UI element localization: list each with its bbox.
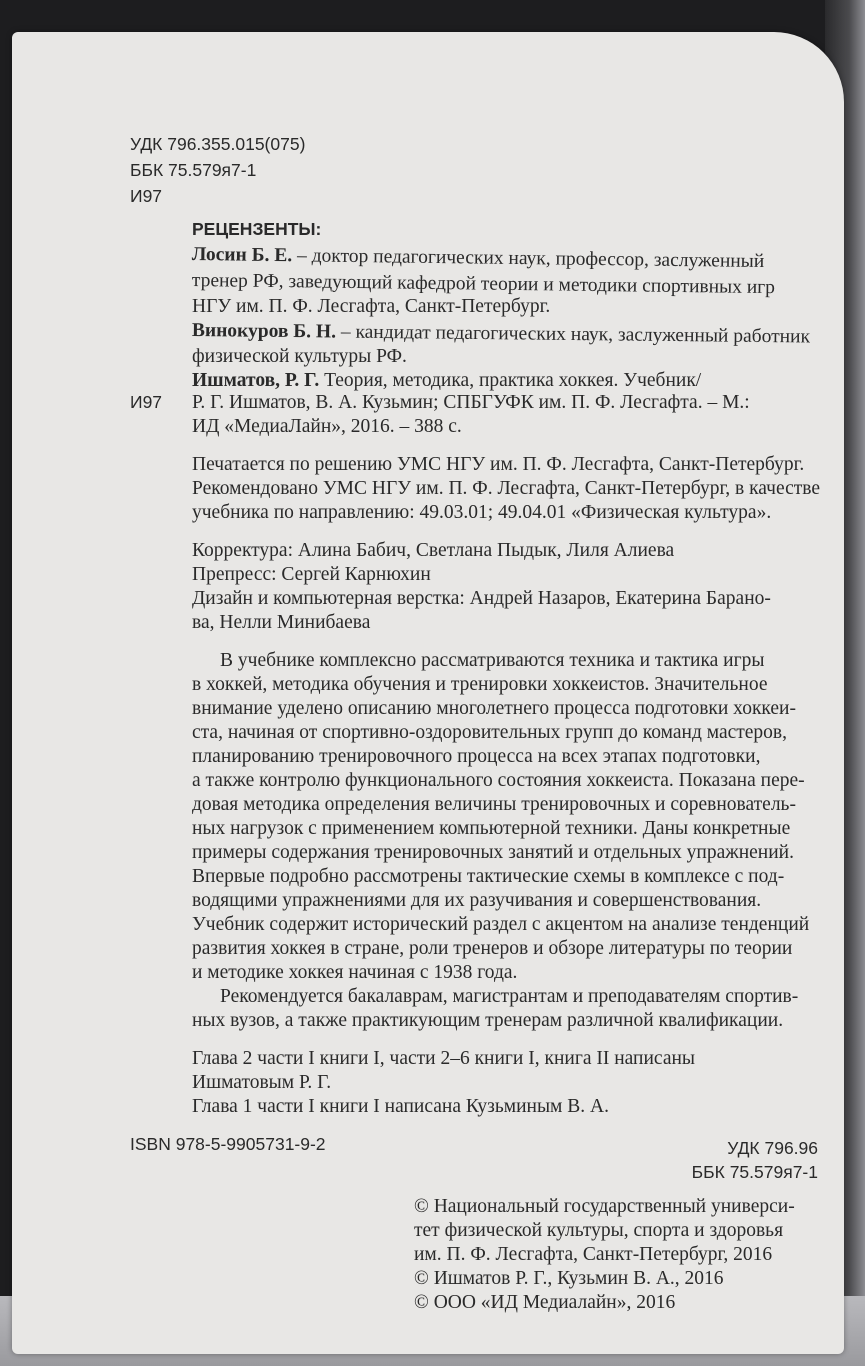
abstract-line-4: ста, начиная от спортивно-оздоровительных групп до команд мастеров, [192,722,788,743]
author-mark: И97 [130,186,163,206]
citation-line-2: Р. Г. Ишматов, В. А. Кузьмин; СПБГУФК им. П. Ф. Лесгафта. – М.: [192,392,750,413]
abstract-line-15: Рекомендуется бакалаврам, магистрантам и преподавателям спортив- [220,986,799,1007]
reviewer-1 [192,244,832,274]
abstract-line-12: Учебник содержит исторический раздел с акцентом на анализе тенденций [192,914,810,935]
abstract-line-10: Впервые подробно рассмотрены тактические схемы в комплексе с под- [192,866,785,887]
credits-line-1: Корректура: Алина Бабич, Светлана Пыдык, Лиля Алиева [192,540,675,561]
abstract-line-16: ных вузов, а также практикующим тренерам различной квалификации. [192,1010,784,1031]
udk-bottom: УДК 796.96 [727,1138,818,1158]
authorship-line-2: Ишматовым Р. Г. [192,1072,332,1093]
reviewer-2-line-2: физической культуры РФ. [192,346,407,367]
reviewer-2-name: Винокуров Б. Н. [191,320,337,343]
citation-line-1: Ишматов, Р. Г. Теория, методика, практика хоккея. Учебник/ [192,370,702,391]
abstract-line-13: развития хоккея в стране, роли тренеров и обзоре литературы по теории [192,938,793,959]
abstract-line-8: ных нагрузок с применением компьютерной техники. Даны конкретные [192,818,791,839]
citation-author: Ишматов, Р. Г. [192,370,320,391]
approval-line-3: учебника по направлению: 49.03.01; 49.04.01 «Физическая культура». [192,502,772,523]
copyright-line-2: тет физической культуры, спорта и здоровья [414,1220,784,1241]
citation-line-3: ИД «МедиаЛайн», 2016. – 388 с. [192,416,462,437]
reviewer-1-line-1: – доктор педагогических наук, профессор, заслуженный [292,245,765,272]
reviewer-2-line-1: – кандидат педагогических наук, заслуженный работник [335,321,811,348]
reviewer-1-line-3: НГУ им. П. Ф. Лесгафта, Санкт-Петербург. [192,296,551,317]
bbk-code: ББК 75.579я7-1 [130,160,257,180]
reviewers-heading: РЕЦЕНЗЕНТЫ: [192,219,322,239]
copyright-line-4: © Ишматов Р. Г., Кузьмин В. А., 2016 [414,1268,724,1289]
approval-line-2: Рекомендовано УМС НГУ им. П. Ф. Лесгафта, Санкт-Петербург, в качестве [192,478,821,499]
abstract-line-7: довая методика определения величины тренировочных и соревнователь- [192,794,796,815]
abstract-line-2: в хоккей, методика обучения и тренировки хоккеистов. Значительное [192,674,768,695]
abstract-line-3: внимание уделено описанию многолетнего процесса подготовки хоккеи- [192,698,796,719]
abstract-line-11: водящими упражнениями для их разучивания и совершенствования. [192,890,762,911]
credits-line-3: Дизайн и компьютерная верстка: Андрей Назаров, Екатерина Барано- [192,588,771,609]
abstract-line-1: В учебнике комплексно рассматриваются техника и тактика игры [220,650,765,671]
copyright-line-3: им. П. Ф. Лесгафта, Санкт-Петербург, 2016 [414,1244,773,1265]
reviewer-1-name: Лосин Б. Е. [191,244,293,267]
authorship-line-3: Глава 1 части I книги I написана Кузьминым В. А. [192,1096,609,1117]
abstract-line-5: планированию тренировочного процесса на всех этапах подготовки, [192,746,761,767]
credits-line-4: ва, Нелли Минибаева [192,612,371,633]
copyright-line-5: © ООО «ИД Медиалайн», 2016 [414,1292,676,1313]
reviewer-1-line-2: тренер РФ, заведующий кафедрой теории и методики спортивных игр [191,270,776,299]
abstract-line-9: примеры содержания тренировочных занятий и отдельных упражнений. [192,842,794,863]
abstract-line-14: и методике хоккея начиная с 1938 года. [192,962,518,983]
bbk-bottom: ББК 75.579я7-1 [691,1162,818,1182]
credits-line-2: Препресс: Сергей Карнюхин [192,564,431,585]
authorship-line-1: Глава 2 части I книги I, части 2–6 книги I, книга II написаны [192,1048,696,1069]
copyright-line-1: © Национальный государственный универси- [414,1196,795,1217]
isbn: ISBN 978-5-9905731-9-2 [130,1134,326,1154]
reviewer-2 [192,320,810,348]
udk-code: УДК 796.355.015(075) [130,134,306,154]
approval-line-1: Печатается по решению УМС НГУ им. П. Ф. Лесгафта, Санкт-Петербург. [192,454,805,475]
citation-mark: И97 [130,392,163,412]
book-page [12,32,844,1354]
abstract-line-6: а также контролю функционального состояния хоккеиста. Показана пере- [192,770,805,791]
